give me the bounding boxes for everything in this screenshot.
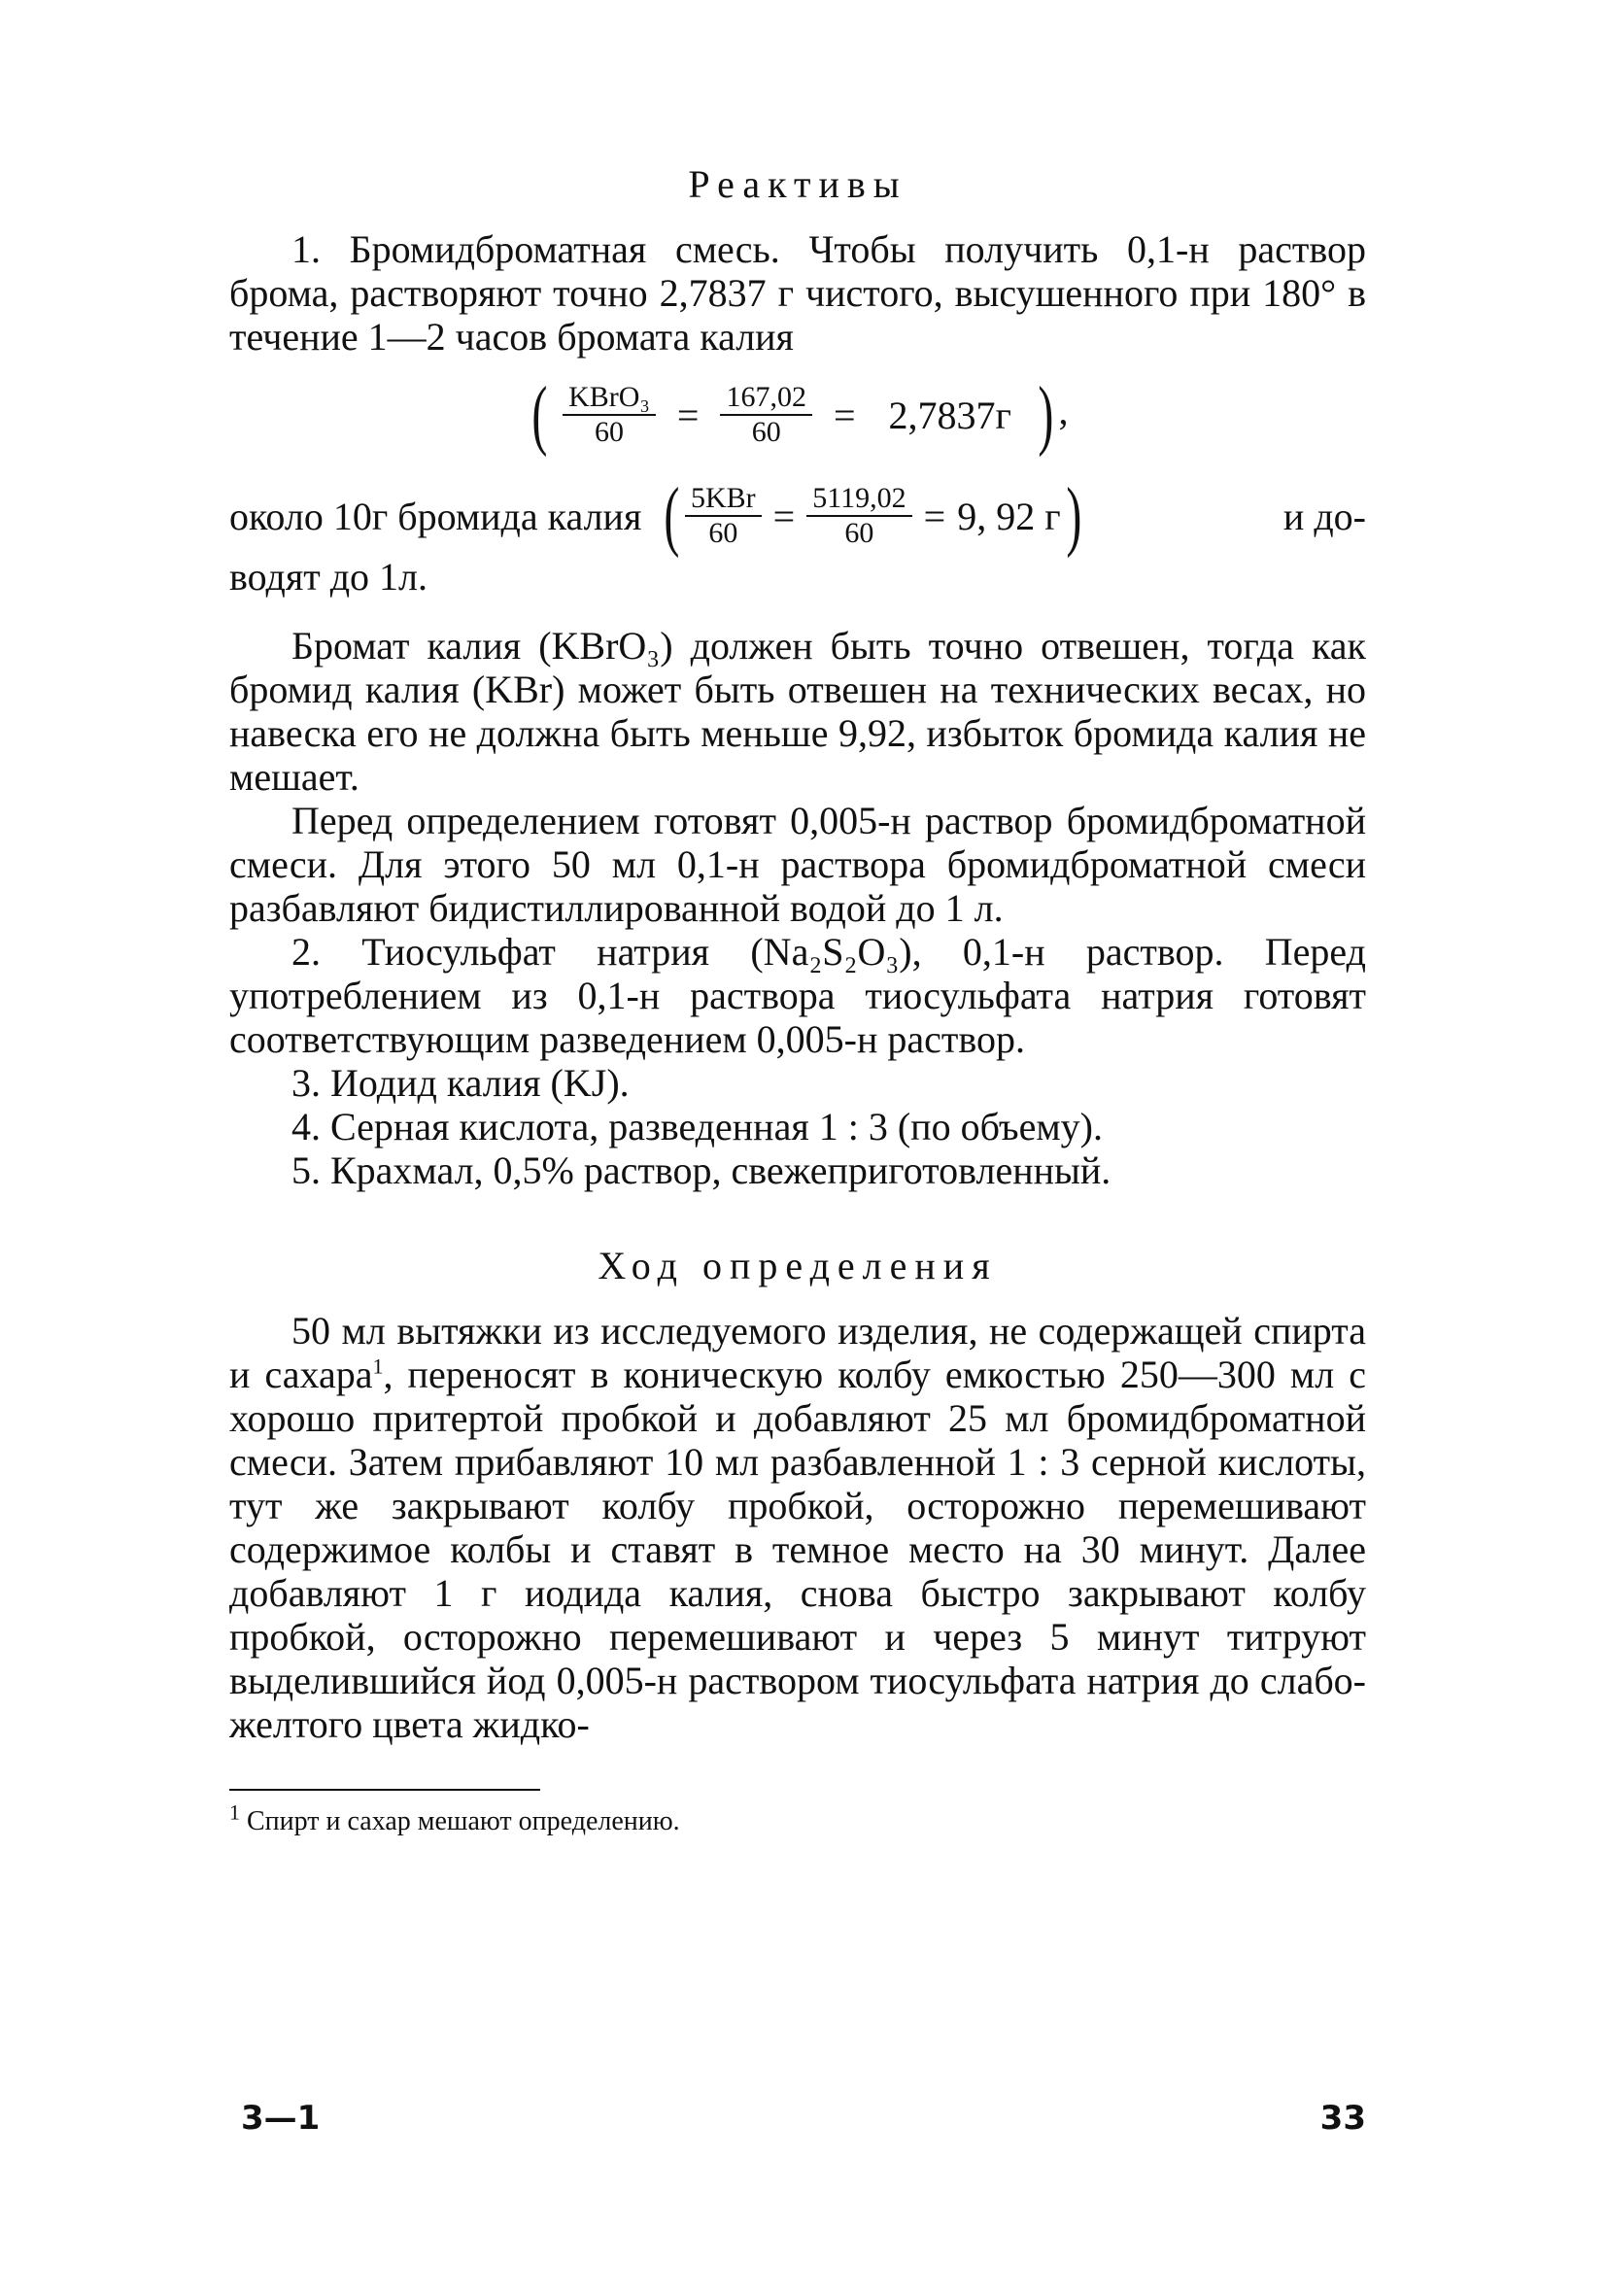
reagent-2: 2. Тиосульфат натрия (Na₂S₂O₃), 0,1-н раствор. Перед употреблением из 0,1-н раствора тиосульфата натрия готовят соответствующим разведением 0,005-н раствор. bbox=[229, 930, 1366, 1061]
reagent-5: 5. Крахмал, 0,5% раствор, свежеприготовленный. bbox=[291, 1148, 1111, 1192]
section-heading-reagents: Реактивы bbox=[688, 162, 907, 206]
paragraph-bromate: Бромат калия (KBrO₃) должен быть точно отвешен, тогда как бромид калия (KBr) может быть отвешен на технических весах, но навеска его не должна быть меньше 9,92, избыток бромида калия не мешает. bbox=[229, 624, 1366, 799]
fraction-denominator: 60 bbox=[594, 416, 624, 448]
procedure-part-2: , переносят в коническую колбу емкостью 250—300 мл с хорошо притертой пробкой и добавляют 25 мл бромидброматной смеси. Затем прибавляют 10 мл разбавленной 1 : 3 серной кислоты, тут же закрывают колбу пробкой, осторожно перемешивают содержимое колбы и ставят в темное место на 30 минут. Далее добавляют 1 г иодида калия, снова быстро закрывают колбу пробкой, осторожно перемешивают и через 5 минут титруют выделившийся йод 0,005-н раствором тиосульфата натрия до слабо-желтого цвета жидко- bbox=[229, 1353, 1367, 1746]
footnote-text: Спирт и сахар мешают определению. bbox=[247, 1806, 680, 1836]
fraction-mass bbox=[720, 381, 812, 449]
paragraph-procedure bbox=[229, 1309, 1366, 1746]
reagent-1-line2 bbox=[229, 473, 1366, 559]
paren-close: ) bbox=[1065, 473, 1081, 559]
fraction-denominator: 60 bbox=[844, 517, 874, 549]
footnote-reference: 1 bbox=[372, 1354, 384, 1379]
section-heading-procedure: Ход определения bbox=[598, 1244, 998, 1287]
footnote bbox=[229, 1799, 1366, 1841]
reagent-1-line2-end: и до- bbox=[1282, 494, 1366, 538]
equals-sign: = bbox=[923, 494, 946, 538]
paren-close: ) bbox=[1038, 372, 1054, 458]
fraction-numerator: 167,02 bbox=[720, 381, 812, 416]
fraction-numerator: KBrO₃ bbox=[563, 381, 656, 416]
fraction-numerator: 5119,02 bbox=[806, 482, 911, 517]
formula-bromate bbox=[229, 372, 1366, 463]
fraction-denominator: 60 bbox=[751, 416, 781, 448]
procedure-part-1: 50 мл вытяжки из исследуемого изделия, не содержащей спирта и сахара bbox=[229, 1309, 1366, 1396]
reagent-1-line2-start: около 10г бромида калия bbox=[229, 494, 642, 538]
formula-tail: , bbox=[1058, 389, 1069, 433]
equals-sign: = bbox=[772, 494, 796, 538]
equals-sign: = bbox=[676, 393, 700, 437]
reagent-1-intro: 1. Бромидброматная смесь. Чтобы получить 0,1-н раствор брома, растворяют точно 2,7837 г чистого, высушенного при 180° в течение 1—2 часов бромата калия bbox=[229, 227, 1366, 359]
footer-signature: 3—1 bbox=[241, 2099, 321, 2138]
formula-result: 2,7837г bbox=[888, 393, 1011, 437]
formula-result: 9, 92 г bbox=[957, 494, 1061, 538]
equals-sign: = bbox=[833, 393, 856, 437]
fraction-denominator: 60 bbox=[708, 517, 738, 549]
paren-open: ( bbox=[664, 473, 680, 559]
reagent-3: 3. Иодид калия (KJ). bbox=[291, 1061, 630, 1105]
reagent-1-line3: водят до 1л. bbox=[229, 555, 428, 599]
fraction-kbro3 bbox=[563, 381, 656, 449]
reagent-4: 4. Серная кислота, разведенная 1 : 3 (по объему). bbox=[291, 1105, 1103, 1148]
paren-open: ( bbox=[531, 372, 548, 458]
footnote-divider bbox=[229, 1789, 540, 1791]
fraction-kbr bbox=[685, 482, 762, 550]
fraction-kbr-mass bbox=[806, 482, 911, 550]
page-body bbox=[229, 146, 1366, 1841]
paragraph-preparation: Перед определением готовят 0,005-н раствор бромидброматной смеси. Для этого 50 мл 0,1-н раствора бромидброматной смеси разбавляют бидистиллированной водой до 1 л. bbox=[229, 799, 1366, 930]
footnote-mark: 1 bbox=[229, 1799, 240, 1825]
page-number: 33 bbox=[1319, 2099, 1366, 2138]
fraction-numerator: 5KBr bbox=[685, 482, 762, 517]
